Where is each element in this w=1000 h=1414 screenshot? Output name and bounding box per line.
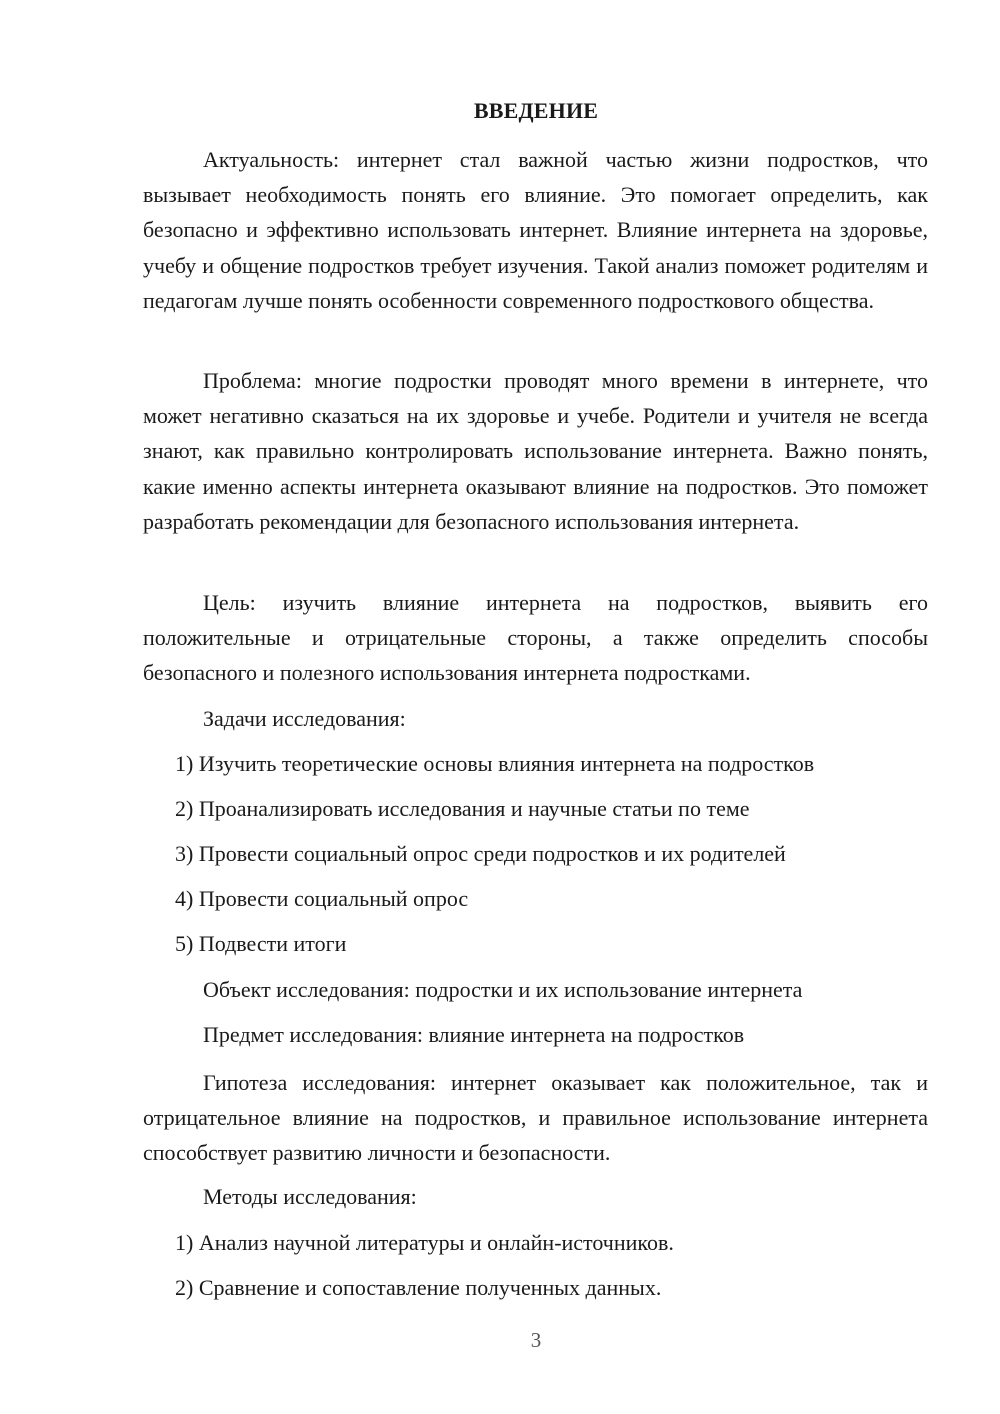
task-item-2: 2) Проанализировать исследования и научные статьи по теме — [175, 796, 750, 821]
task-item-5: 5) Подвести итоги — [175, 931, 347, 956]
research-object: Объект исследования: подростки и их использование интернета — [203, 977, 803, 1002]
research-subject: Предмет исследования: влияние интернета на подростков — [203, 1022, 745, 1047]
page-number: 3 — [530, 1328, 542, 1352]
methods-heading: Методы исследования: — [203, 1184, 417, 1209]
task-item-3: 3) Провести социальный опрос среди подростков и их родителей — [175, 841, 786, 866]
method-item-1: 1) Анализ научной литературы и онлайн-источников. — [175, 1230, 674, 1255]
tasks-heading: Задачи исследования: — [203, 706, 406, 731]
method-item-2: 2) Сравнение и сопоставление полученных данных. — [175, 1275, 662, 1300]
task-item-4: 4) Провести социальный опрос — [175, 886, 469, 911]
hypothesis-paragraph: Гипотеза исследования: интернет оказывает как положительное, так и отрицательное влияние на подростков, и правильное использование интернета способствует развитию личности и безопасности. — [143, 1070, 928, 1166]
problem-paragraph: Проблема: многие подростки проводят много времени в интернете, что может негативно сказаться на их здоровье и учебе. Родители и учителя не всегда знают, как правильно контролировать использование интернета. Важно понять, какие именно аспекты интернета оказывают влияние на подростков. Это поможет разработать рекомендации для безопасного использования интернета. — [143, 368, 928, 534]
task-item-1: 1) Изучить теоретические основы влияния интернета на подростков — [175, 751, 815, 776]
relevance-paragraph: Актуальность: интернет стал важной частью жизни подростков, что вызывает необходимость понять его влияние. Это помогает определить, как безопасно и эффективно использовать интернет. Влияние интернета на здоровье, учебу и общение подростков требует изучения. Такой анализ поможет родителям и педагогам лучше понять особенности современного подросткового общества. — [143, 147, 928, 313]
section-title: ВВЕДЕНИЕ — [473, 98, 599, 123]
goal-paragraph: Цель: изучить влияние интернета на подростков, выявить его положительные и отрицательные стороны, а также определить способы безопасного и полезного использования интернета подростками. — [143, 590, 928, 686]
